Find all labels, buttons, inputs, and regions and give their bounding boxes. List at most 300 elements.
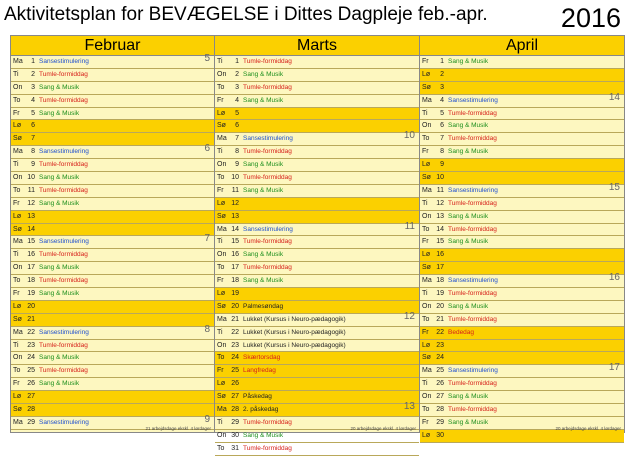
activity-label: Tumle-formiddag [243, 264, 292, 272]
day-number: 26 [231, 380, 239, 388]
page-title: Aktivitetsplan for BEVÆGELSE i Dittes Dagpleje feb.-apr. [4, 4, 488, 25]
day-row [420, 108, 624, 121]
weekday-label: Ti [422, 380, 428, 388]
weekday-label: Lø [217, 109, 226, 117]
weekday-label: On [217, 251, 227, 259]
year-label: 2016 [560, 3, 621, 33]
activity-label: Sang & Musik [243, 96, 284, 104]
activity-label: Sansestimulering [39, 418, 89, 426]
day-row [215, 185, 419, 198]
day-row [215, 146, 419, 159]
week-number: 17 [608, 362, 620, 374]
activity-label: Sang & Musik [39, 83, 80, 91]
day-number: 12 [436, 199, 444, 207]
day-row [11, 95, 214, 108]
day-row [215, 262, 419, 275]
day-number: 19 [231, 290, 239, 298]
day-number: 7 [235, 135, 239, 143]
day-number: 14 [231, 225, 239, 233]
weekday-label: To [422, 135, 430, 143]
day-row [215, 365, 419, 378]
day-number: 9 [440, 161, 444, 169]
weekday-label: On [13, 354, 23, 362]
activity-label: Sang & Musik [243, 70, 284, 78]
day-number: 14 [27, 225, 35, 233]
activity-label: Påskedag [243, 393, 272, 401]
activity-label: Tumle-formiddag [39, 367, 88, 375]
weekday-label: Ma [422, 96, 432, 104]
weekday-label: Sø [217, 212, 226, 220]
week-number: 13 [403, 401, 415, 413]
day-number: 3 [31, 83, 35, 91]
weekday-label: On [217, 161, 227, 169]
weekday-label: Fr [217, 96, 224, 104]
day-number: 6 [440, 122, 444, 130]
day-row [11, 224, 214, 237]
weekday-label: Fr [422, 238, 429, 246]
month-footer-note: 21 arbejdsdage ekskl. 4 lørdager [145, 426, 211, 431]
activity-label: Skærtorsdag [243, 354, 281, 362]
day-number: 29 [231, 418, 239, 426]
weekday-label: Fr [217, 367, 224, 375]
weekday-label: On [13, 264, 23, 272]
day-number: 20 [27, 302, 35, 310]
day-number: 4 [235, 96, 239, 104]
activity-label: Tumle-formiddag [448, 380, 497, 388]
weekday-label: Fr [13, 109, 20, 117]
activity-label: Tumle-formiddag [243, 444, 292, 452]
day-number: 29 [27, 418, 35, 426]
day-row [420, 391, 624, 404]
day-row [11, 288, 214, 301]
activity-label: Tumle-formiddag [39, 277, 88, 285]
day-row [420, 404, 624, 417]
day-row [215, 352, 419, 365]
activity-label: Sansestimulering [39, 328, 89, 336]
day-row [11, 275, 214, 288]
day-number: 12 [231, 199, 239, 207]
activity-label: Sang & Musik [243, 251, 284, 259]
day-row [215, 401, 419, 417]
activity-label: Sansestimulering [39, 148, 89, 156]
activity-label: Palmesøndag [243, 302, 284, 310]
weekday-label: Ti [13, 70, 19, 78]
weekday-label: Ma [217, 406, 227, 414]
activity-label: Sang & Musik [448, 58, 489, 65]
weekday-label: Fr [217, 186, 224, 194]
day-row [420, 211, 624, 224]
day-number: 10 [436, 174, 444, 182]
week-number: 10 [403, 130, 415, 142]
activity-label: Tumle-formiddag [448, 225, 497, 233]
day-number: 25 [27, 367, 35, 375]
day-number: 4 [31, 96, 35, 104]
month-header: Februar [11, 36, 214, 56]
weekday-label: Ti [422, 199, 428, 207]
day-row [420, 91, 624, 108]
weekday-label: Lø [217, 290, 226, 298]
week-number: 15 [608, 181, 620, 193]
day-number: 6 [235, 122, 239, 130]
day-row [11, 82, 214, 95]
week-number: 12 [403, 310, 415, 322]
activity-label: Tumle-formiddag [243, 418, 292, 426]
day-row [420, 159, 624, 172]
day-row [215, 288, 419, 301]
weekday-label: Ma [13, 418, 23, 426]
day-row [11, 120, 214, 133]
day-number: 18 [27, 277, 35, 285]
day-number: 27 [436, 393, 444, 401]
activity-label: Lukket (Kursus i Neuro-pædagogik) [243, 341, 346, 349]
activity-label: Sang & Musik [39, 174, 80, 182]
weekday-label: Ti [13, 341, 19, 349]
weekday-label: Sø [13, 315, 22, 323]
day-number: 22 [436, 328, 444, 336]
day-row [215, 327, 419, 340]
week-number: 5 [204, 53, 210, 64]
day-number: 15 [231, 238, 239, 246]
day-number: 5 [31, 109, 35, 117]
day-number: 31 [231, 444, 239, 452]
day-row [215, 95, 419, 108]
week-number: 6 [204, 143, 210, 155]
weekday-label: To [217, 83, 225, 91]
day-number: 26 [436, 380, 444, 388]
weekday-label: Ti [217, 238, 223, 246]
day-row [215, 220, 419, 237]
week-number: 9 [204, 413, 210, 425]
day-number: 7 [31, 135, 35, 143]
day-row [420, 249, 624, 262]
day-number: 10 [27, 174, 35, 182]
weekday-label: On [422, 122, 432, 130]
activity-label: Sang & Musik [243, 161, 284, 169]
activity-label: Tumle-formiddag [243, 83, 292, 91]
day-row [11, 378, 214, 391]
day-row [420, 56, 624, 69]
day-number: 18 [436, 277, 444, 285]
day-number: 11 [231, 186, 239, 194]
day-number: 16 [231, 251, 239, 259]
day-number: 21 [436, 315, 444, 323]
day-row [11, 404, 214, 417]
activity-label: Tumle-formiddag [243, 174, 292, 182]
weekday-label: Fr [13, 290, 20, 298]
day-number: 8 [235, 148, 239, 156]
weekday-label: Ma [217, 315, 227, 323]
weekday-label: To [217, 444, 225, 452]
day-number: 18 [231, 277, 239, 285]
weekday-label: Sø [13, 225, 22, 233]
day-number: 3 [440, 83, 444, 91]
activity-label: Sansestimulering [39, 58, 89, 65]
weekday-label: Lø [422, 431, 431, 439]
day-number: 20 [436, 302, 444, 310]
day-number: 26 [27, 380, 35, 388]
activity-label: Sang & Musik [243, 277, 284, 285]
day-number: 17 [436, 264, 444, 272]
weekday-label: On [422, 302, 432, 310]
day-number: 7 [440, 135, 444, 143]
activity-label: Bededag [448, 328, 475, 336]
activity-label: Tumle-formiddag [448, 406, 497, 414]
activity-label: Tumle-formiddag [39, 96, 88, 104]
activity-label: Lukket (Kursus i Neuro-pædagogik) [243, 315, 346, 323]
day-row [420, 272, 624, 288]
weekday-label: Fr [422, 58, 429, 65]
weekday-label: Sø [422, 83, 431, 91]
weekday-label: Ma [13, 58, 23, 65]
day-number: 5 [235, 109, 239, 117]
weekday-label: Ti [217, 328, 223, 336]
weekday-label: Ma [13, 238, 23, 246]
day-number: 24 [27, 354, 35, 362]
activity-label: Tumle-formiddag [39, 251, 88, 259]
weekday-label: Ma [13, 148, 23, 156]
day-row [11, 352, 214, 365]
weekday-label: Fr [422, 328, 429, 336]
month-footer-note: 20 arbejdsdage ekskl. 4 lørdager [555, 426, 621, 431]
activity-label: Tumle-formiddag [243, 148, 292, 156]
activity-label: Sansestimulering [243, 135, 293, 143]
day-row [215, 236, 419, 249]
activity-label: Sansestimulering [448, 186, 498, 194]
day-row [420, 133, 624, 146]
weekday-label: Fr [13, 380, 20, 388]
day-row [215, 69, 419, 82]
weekday-label: Lø [217, 380, 226, 388]
month-header: April [420, 36, 624, 56]
day-row [215, 378, 419, 391]
weekday-label: To [13, 277, 21, 285]
activity-label: Sang & Musik [448, 122, 489, 130]
weekday-label: On [422, 393, 432, 401]
activity-label: Sansestimulering [448, 367, 498, 375]
day-row [215, 56, 419, 69]
day-row [11, 323, 214, 340]
weekday-label: Lø [13, 122, 22, 130]
activity-label: Sang & Musik [448, 148, 489, 156]
day-row [11, 198, 214, 211]
activity-label: Tumle-formiddag [448, 290, 497, 298]
weekday-label: To [217, 174, 225, 182]
day-row [11, 159, 214, 172]
day-number: 30 [231, 431, 239, 439]
activity-label: Tumle-formiddag [448, 109, 497, 117]
day-row [420, 352, 624, 365]
day-number: 17 [27, 264, 35, 272]
day-row [11, 365, 214, 378]
day-row [11, 69, 214, 82]
weekday-label: Sø [217, 122, 226, 130]
day-number: 28 [27, 406, 35, 414]
weekday-label: To [217, 264, 225, 272]
weekday-label: Lø [13, 302, 22, 310]
day-number: 27 [231, 393, 239, 401]
day-row [215, 310, 419, 327]
weekday-label: To [422, 406, 430, 414]
weekday-label: On [217, 70, 227, 78]
day-number: 19 [27, 290, 35, 298]
weekday-label: Ti [217, 148, 223, 156]
weekday-label: Ti [422, 109, 428, 117]
activity-label: Tumle-formiddag [39, 186, 88, 194]
day-number: 21 [231, 315, 239, 323]
day-number: 22 [27, 328, 35, 336]
day-number: 13 [27, 212, 35, 220]
day-number: 10 [231, 174, 239, 182]
weekday-label: Lø [422, 161, 431, 169]
activity-label: Tumle-formiddag [39, 161, 88, 169]
day-row [420, 181, 624, 198]
day-row [420, 262, 624, 275]
day-row [11, 262, 214, 275]
activity-label: Tumle-formiddag [39, 70, 88, 78]
weekday-label: To [217, 354, 225, 362]
weekday-label: Ma [422, 367, 432, 375]
day-row [420, 378, 624, 391]
day-row [420, 82, 624, 95]
day-number: 24 [231, 354, 239, 362]
day-row [11, 211, 214, 224]
activity-label: Sansestimulering [448, 277, 498, 285]
weekday-label: Lø [217, 199, 226, 207]
weekday-label: Fr [13, 199, 20, 207]
day-row [215, 443, 419, 456]
week-number: 7 [204, 233, 210, 245]
day-number: 5 [440, 109, 444, 117]
day-row [215, 301, 419, 314]
month-column-februar [11, 36, 215, 432]
activity-label: Sang & Musik [448, 393, 489, 401]
day-row [215, 391, 419, 404]
activity-label: Sang & Musik [39, 380, 80, 388]
weekday-label: On [13, 83, 23, 91]
day-row [215, 198, 419, 211]
day-number: 1 [31, 58, 35, 65]
day-row [11, 391, 214, 404]
day-number: 1 [235, 58, 239, 65]
day-number: 22 [231, 328, 239, 336]
weekday-label: Lø [13, 393, 22, 401]
day-number: 14 [436, 225, 444, 233]
weekday-label: On [217, 341, 227, 349]
day-number: 6 [31, 122, 35, 130]
month-header: Marts [215, 36, 419, 56]
day-row [420, 314, 624, 327]
activity-label: Sansestimulering [39, 238, 89, 246]
day-row [215, 249, 419, 262]
day-row [420, 69, 624, 82]
activity-label: Sansestimulering [448, 96, 498, 104]
weekday-label: Ma [422, 277, 432, 285]
day-number: 8 [31, 148, 35, 156]
day-number: 3 [235, 83, 239, 91]
weekday-label: Sø [217, 393, 226, 401]
month-column-marts [215, 36, 420, 452]
weekday-label: Sø [422, 354, 431, 362]
day-row [420, 172, 624, 185]
activity-label: Sang & Musik [39, 109, 80, 117]
day-number: 13 [436, 212, 444, 220]
week-number: 14 [608, 91, 620, 103]
day-number: 4 [440, 96, 444, 104]
day-number: 1 [440, 58, 444, 65]
day-number: 28 [231, 406, 239, 414]
activity-label: 2. påskedag [243, 406, 279, 414]
day-number: 13 [231, 212, 239, 220]
weekday-label: Ti [422, 290, 428, 298]
weekday-label: On [13, 174, 23, 182]
day-row [215, 172, 419, 185]
day-row [11, 133, 214, 146]
day-number: 24 [436, 354, 444, 362]
day-row [215, 120, 419, 133]
day-number: 15 [27, 238, 35, 246]
day-row [11, 185, 214, 198]
day-row [215, 130, 419, 146]
day-row [420, 224, 624, 237]
day-row [420, 236, 624, 249]
day-row [215, 340, 419, 353]
activity-label: Tumle-formiddag [448, 315, 497, 323]
activity-label: Sansestimulering [243, 225, 293, 233]
week-number: 11 [404, 220, 415, 232]
day-row [11, 143, 214, 159]
day-number: 8 [440, 148, 444, 156]
weekday-label: To [13, 367, 21, 375]
day-row [215, 82, 419, 95]
day-number: 23 [231, 341, 239, 349]
activity-label: Sang & Musik [448, 418, 489, 426]
day-number: 28 [436, 406, 444, 414]
day-number: 2 [31, 70, 35, 78]
day-row [11, 172, 214, 185]
day-row [11, 340, 214, 353]
day-number: 25 [436, 367, 444, 375]
week-number: 16 [608, 272, 620, 284]
activity-label: Tumle-formiddag [243, 238, 292, 246]
day-row [11, 233, 214, 249]
weekday-label: Sø [422, 264, 431, 272]
day-number: 17 [231, 264, 239, 272]
activity-label: Tumle-formiddag [243, 58, 292, 65]
activity-label: Sang & Musik [243, 186, 284, 194]
day-number: 12 [27, 199, 35, 207]
weekday-label: Sø [217, 302, 226, 310]
weekday-label: Sø [13, 406, 22, 414]
day-row [11, 301, 214, 314]
activity-label: Sang & Musik [243, 431, 284, 439]
weekday-label: Ti [217, 418, 223, 426]
activity-label: Sang & Musik [39, 264, 80, 272]
weekday-label: Lø [422, 251, 431, 259]
month-column-april [420, 36, 624, 439]
weekday-label: Lø [422, 70, 431, 78]
calendar-grid [10, 35, 625, 452]
day-number: 23 [27, 341, 35, 349]
day-number: 16 [436, 251, 444, 259]
day-row [11, 314, 214, 327]
weekday-label: Sø [422, 174, 431, 182]
weekday-label: On [422, 212, 432, 220]
activity-label: Sang & Musik [39, 199, 80, 207]
day-number: 25 [231, 367, 239, 375]
weekday-label: Lø [13, 212, 22, 220]
day-row [11, 53, 214, 69]
week-number: 8 [204, 323, 210, 335]
